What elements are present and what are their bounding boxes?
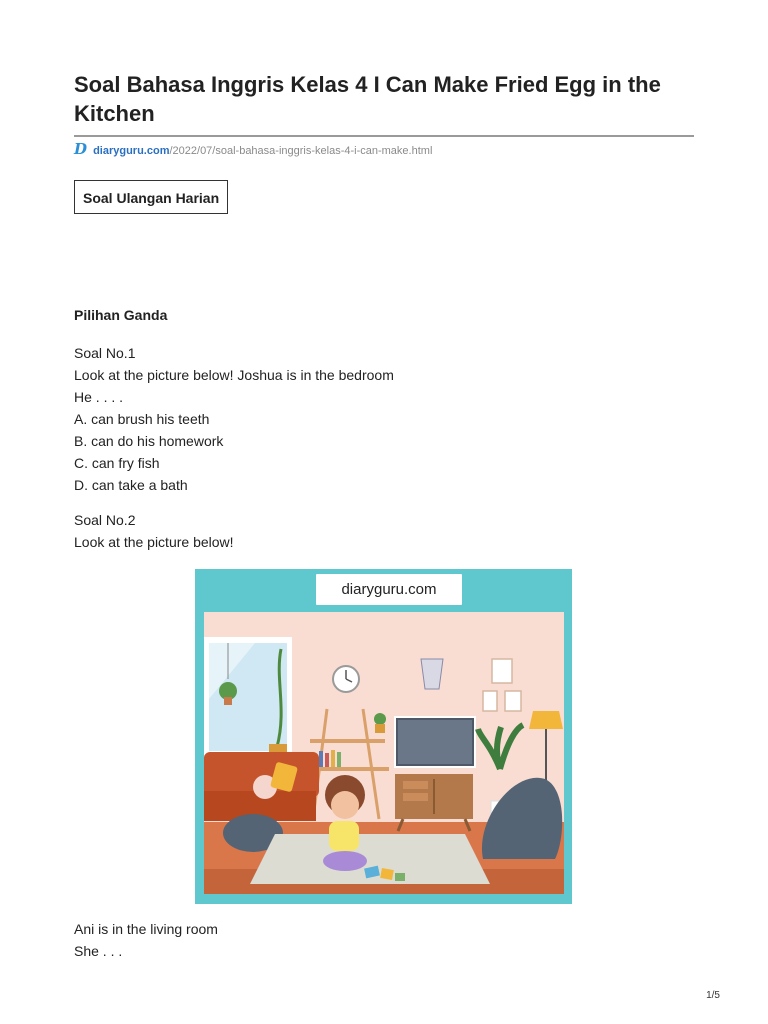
question-number: Soal No.2 [74, 512, 136, 528]
answer-option-a: A. can brush his teeth [74, 411, 210, 427]
source-domain-link[interactable]: diaryguru.com [93, 145, 170, 157]
floor-lamp [529, 711, 563, 729]
question-number: Soal No.1 [74, 345, 136, 361]
living-room-scene [195, 569, 572, 904]
question-stem: He . . . . [74, 389, 124, 405]
answer-option-b: B. can do his homework [74, 433, 224, 449]
living-room-illustration [195, 569, 572, 904]
question-1 [74, 342, 394, 496]
page-number: 1/5 [706, 990, 720, 1001]
exam-type-box: Soal Ulangan Harian [74, 180, 228, 214]
title-divider [74, 135, 694, 137]
question-2-continued [74, 918, 218, 962]
article-title: Soal Bahasa Inggris Kelas 4 I Can Make Fried Egg in the Kitchen [74, 72, 661, 126]
question-2 [74, 509, 234, 553]
image-watermark-label: diaryguru.com [316, 574, 462, 605]
question-stem: She . . . [74, 943, 123, 959]
answer-option-d: D. can take a bath [74, 477, 188, 493]
diaryguru-logo-icon: D [74, 140, 88, 158]
question-prompt: Look at the picture below! Joshua is in the bedroom [74, 367, 394, 383]
question-context: Ani is in the living room [74, 921, 218, 937]
macrame-icon [421, 659, 443, 689]
source-path-link[interactable]: /2022/07/soal-bahasa-inggris-kelas-4-i-can-make.html [169, 145, 433, 157]
source-line [74, 141, 432, 159]
question-prompt: Look at the picture below! [74, 534, 234, 550]
bookshelf [310, 739, 385, 743]
picture-frame [492, 659, 512, 683]
section-heading: Pilihan Ganda [74, 307, 168, 323]
answer-option-c: C. can fry fish [74, 455, 160, 471]
